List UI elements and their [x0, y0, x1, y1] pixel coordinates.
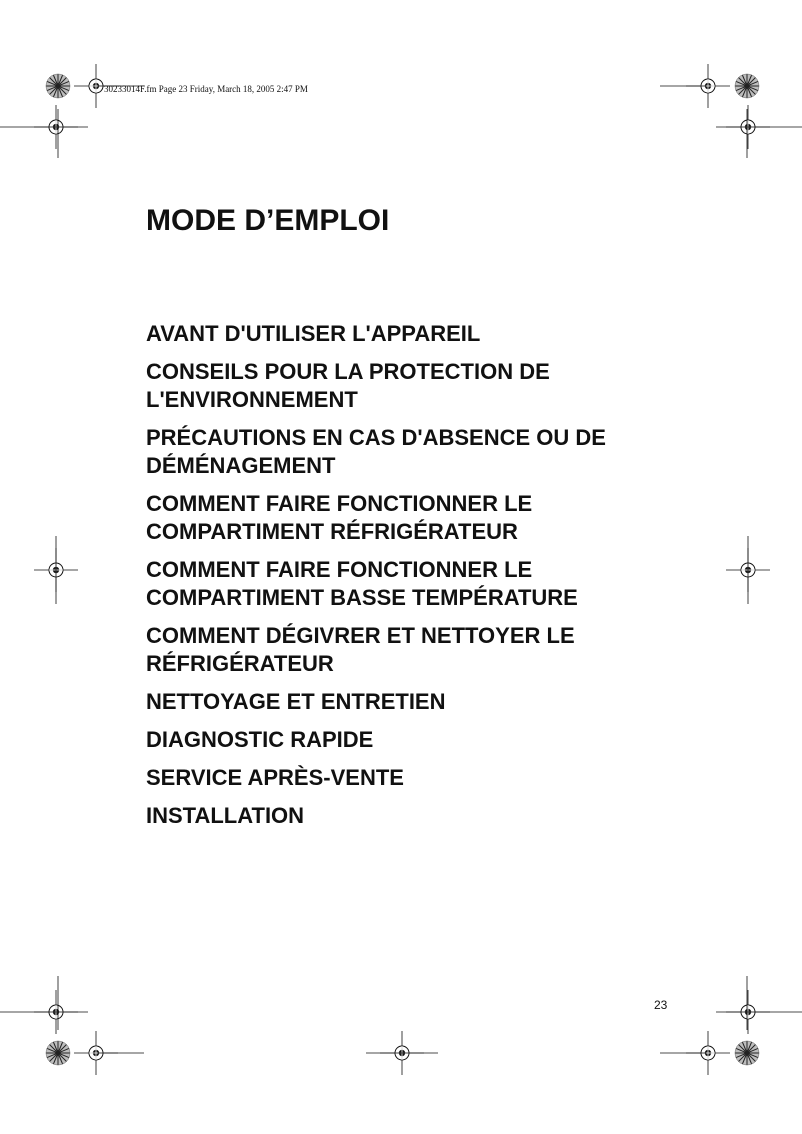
toc-entry-line: COMMENT DÉGIVRER ET NETTOYER LE	[146, 623, 575, 648]
toc-entry	[146, 688, 706, 716]
toc-entry-line: COMMENT FAIRE FONCTIONNER LE	[146, 557, 533, 582]
toc-entry	[146, 490, 706, 546]
toc-entry	[146, 320, 706, 348]
starburst-target-icon	[735, 1041, 759, 1065]
toc-entry-line: CONSEILS POUR LA PROTECTION DE	[146, 359, 550, 384]
toc-entry-line: L'ENVIRONNEMENT	[146, 387, 358, 412]
starburst-target-icon	[46, 74, 70, 98]
toc-entry	[146, 726, 706, 754]
toc-entry-line: AVANT D'UTILISER L'APPAREIL	[146, 321, 481, 346]
toc-entry-line: SERVICE APRÈS-VENTE	[146, 765, 404, 790]
page-number: 23	[654, 998, 668, 1012]
toc-entry-line: DIAGNOSTIC RAPIDE	[146, 727, 374, 752]
toc-entry-line: PRÉCAUTIONS EN CAS D'ABSENCE OU DE	[146, 425, 606, 450]
toc-entry	[146, 764, 706, 792]
starburst-target-icon	[46, 1041, 70, 1065]
toc-entry-line: NETTOYAGE ET ENTRETIEN	[146, 689, 446, 714]
toc-entry	[146, 802, 706, 830]
toc-entry	[146, 556, 706, 612]
page-title: MODE D’EMPLOI	[146, 204, 390, 237]
toc-entry	[146, 424, 706, 480]
toc-entry-line: RÉFRIGÉRATEUR	[146, 651, 334, 676]
toc-entry-line: COMMENT FAIRE FONCTIONNER LE	[146, 491, 533, 516]
toc-entry-line: COMPARTIMENT RÉFRIGÉRATEUR	[146, 519, 518, 544]
toc-entry-line: COMPARTIMENT BASSE TEMPÉRATURE	[146, 585, 578, 610]
toc-entry	[146, 358, 706, 414]
table-of-contents	[146, 320, 706, 830]
toc-entry-line: INSTALLATION	[146, 803, 305, 828]
file-slug: 30233014F.fm Page 23 Friday, March 18, 2005 2:47 PM	[104, 84, 308, 94]
toc-entry	[146, 622, 706, 678]
starburst-target-icon	[735, 74, 759, 98]
toc-entry-line: DÉMÉNAGEMENT	[146, 453, 336, 478]
